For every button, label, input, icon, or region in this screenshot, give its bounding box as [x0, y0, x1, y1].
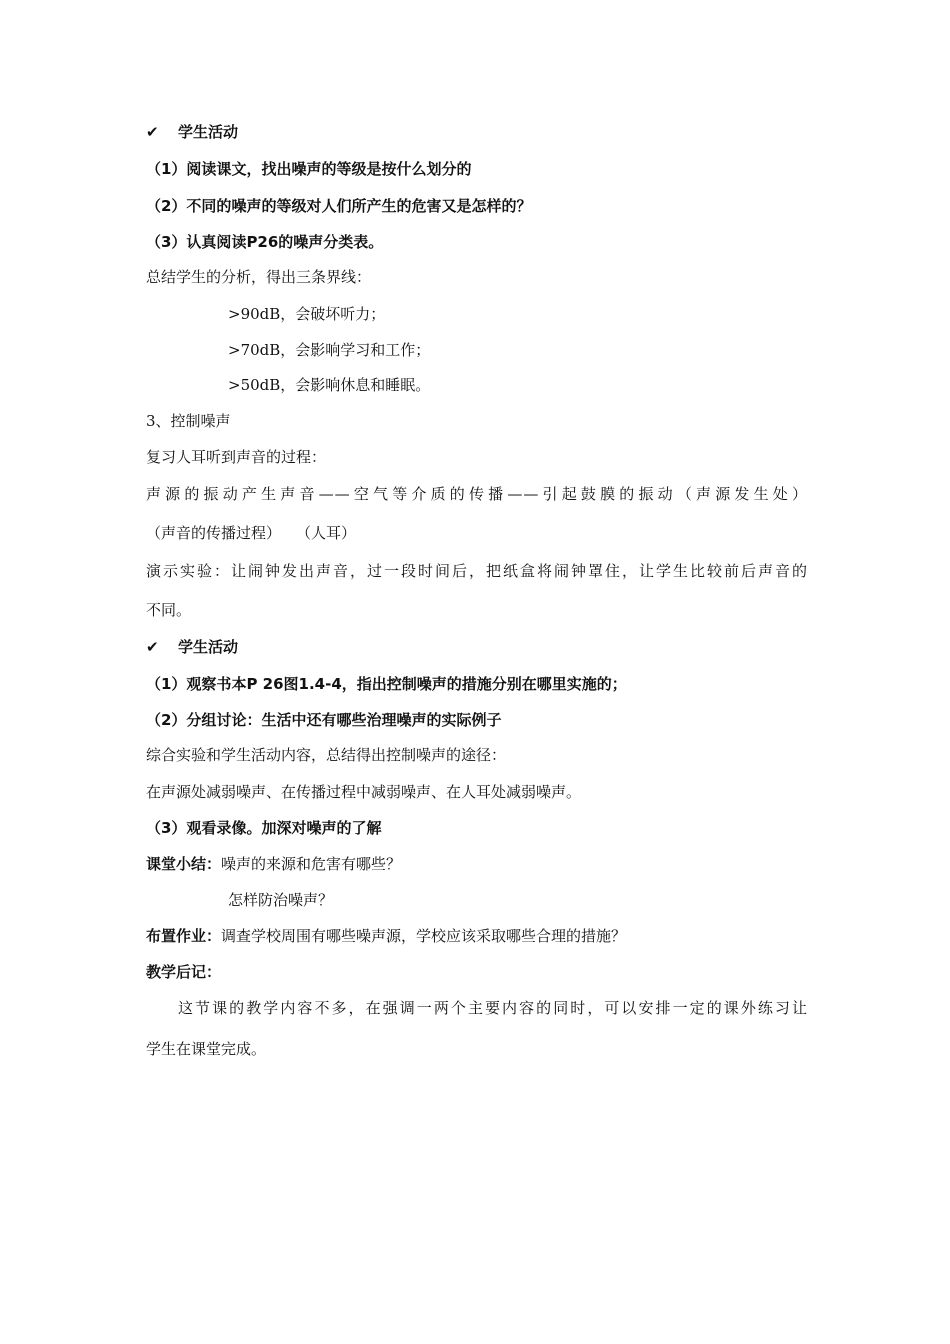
threshold-50db: >50dB，会影响休息和睡眠。 [228, 376, 431, 394]
heading-text: 学生活动 [178, 123, 239, 141]
threshold-70db: >70dB，会影响学习和工作； [228, 341, 431, 359]
afterword-label: 教学后记： [146, 963, 222, 981]
synthesis-line: 综合实验和学生活动内容，总结得出控制噪声的途径： [146, 746, 507, 764]
afterword-line1: 这节课的教学内容不多，在强调一两个主要内容的同时，可以安排一定的课外练习让 [178, 999, 808, 1017]
class-summary [146, 854, 401, 874]
review-line: 复习人耳听到声音的过程： [146, 448, 327, 466]
student-activity-heading-2 [146, 637, 238, 657]
activity-item-1b: （1）观察书本P 26图1.4-4，指出控制噪声的措施分别在哪里实施的； [146, 675, 627, 693]
class-summary-q1: 噪声的来源和危害有哪些？ [221, 855, 402, 873]
activity-item-2: （2）不同的噪声的等级对人们所产生的危害又是怎样的？ [146, 197, 532, 215]
afterword-line2: 学生在课堂完成。 [146, 1040, 267, 1058]
heading-text: 学生活动 [178, 638, 239, 656]
hearing-process: 声源的振动产生声音——空气等介质的传播——引起鼓膜的振动（声源发生处） [146, 485, 808, 503]
checkmark-icon: ✔ [146, 638, 159, 656]
demo-experiment-line1: 演示实验：让闹钟发出声音，过一段时间后，把纸盒将闹钟罩住，让学生比较前后声音的 [146, 562, 808, 580]
demo-experiment-line2: 不同。 [146, 601, 192, 619]
section-title-control-noise: 3、控制噪声 [146, 412, 231, 430]
summary-intro: 总结学生的分析，得出三条界线： [146, 268, 372, 286]
class-summary-q2: 怎样防治噪声？ [228, 891, 334, 909]
activity-item-1: （1）阅读课文，找出噪声的等级是按什么划分的 [146, 160, 472, 178]
activity-item-3b: （3）观看录像。加深对噪声的了解 [146, 819, 382, 837]
process-labels: （声音的传播过程） （人耳） [146, 524, 357, 542]
class-summary-label: 课堂小结： [146, 855, 222, 873]
homework [146, 926, 626, 946]
threshold-90db: >90dB，会破坏听力； [228, 305, 386, 323]
control-methods: 在声源处减弱噪声、在传播过程中减弱噪声、在人耳处减弱噪声。 [146, 783, 582, 801]
activity-item-3: （3）认真阅读P26的噪声分类表。 [146, 233, 384, 251]
student-activity-heading-1 [146, 122, 238, 142]
homework-label: 布置作业： [146, 927, 222, 945]
checkmark-icon: ✔ [146, 123, 159, 141]
activity-item-2b: （2）分组讨论：生活中还有哪些治理噪声的实际例子 [146, 711, 502, 729]
homework-text: 调查学校周围有哪些噪声源，学校应该采取哪些合理的措施？ [221, 927, 627, 945]
